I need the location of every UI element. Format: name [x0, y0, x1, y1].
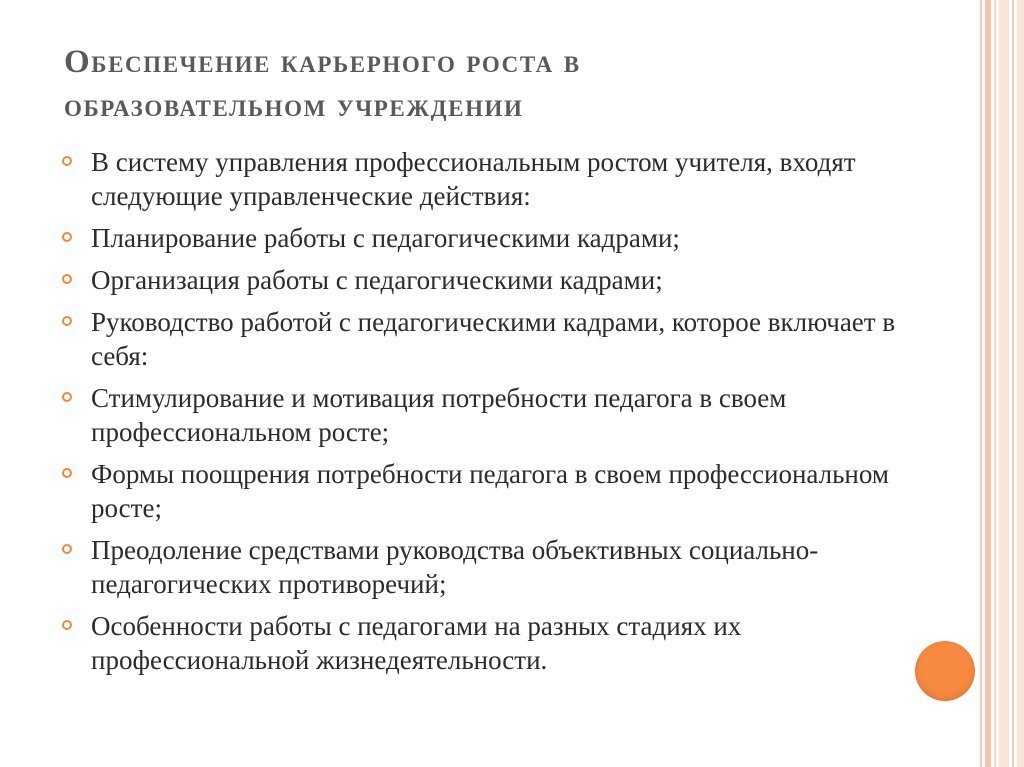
bullet-text: Руководство работой с педагогическими кадрами, которое включает в себя: [91, 307, 896, 371]
bullet-item [62, 305, 922, 373]
bullet-item [62, 609, 922, 677]
bullet-text: Организация работы с педагогическими кадрами; [91, 265, 663, 295]
bullet-item [62, 533, 922, 601]
ring-bullet-icon [62, 544, 72, 554]
side-stripe [1017, 0, 1024, 767]
bullet-text: Преодоление средствами руководства объективных социально-педагогических противоречий; [91, 535, 819, 599]
orange-circle-decoration [915, 641, 975, 701]
ring-bullet-icon [62, 620, 72, 630]
bullet-text: Планирование работы с педагогическими кадрами; [91, 223, 680, 253]
bullet-item [62, 145, 922, 213]
side-stripe [980, 0, 982, 767]
slide-title-line: образовательном учреждении [64, 88, 524, 124]
slide-title-line: Обеспечение карьерного роста в [64, 44, 581, 80]
bullet-list [62, 145, 922, 685]
ring-bullet-icon [62, 232, 72, 242]
ring-bullet-icon [62, 274, 72, 284]
ring-bullet-icon [62, 316, 72, 326]
bullet-item [62, 457, 922, 525]
slide-title [64, 40, 944, 128]
bullet-text: Формы поощрения потребности педагога в своем профессиональном росте; [91, 459, 889, 523]
bullet-item [62, 221, 922, 255]
side-stripe [999, 0, 1009, 767]
side-stripe [994, 0, 996, 767]
bullet-text: В систему управления профессиональным ростом учителя, входят следующие управленческие действия: [91, 147, 856, 211]
decorative-side-stripes [980, 0, 1024, 767]
side-stripe [985, 0, 991, 767]
bullet-text: Особенности работы с педагогами на разных стадиях их профессиональной жизнедеятельности. [91, 611, 742, 675]
ring-bullet-icon [62, 468, 72, 478]
ring-bullet-icon [62, 156, 72, 166]
bullet-text: Стимулирование и мотивация потребности педагога в своем профессиональном росте; [91, 383, 787, 447]
side-stripe [1012, 0, 1014, 767]
bullet-item [62, 381, 922, 449]
bullet-item [62, 263, 922, 297]
ring-bullet-icon [62, 392, 72, 402]
